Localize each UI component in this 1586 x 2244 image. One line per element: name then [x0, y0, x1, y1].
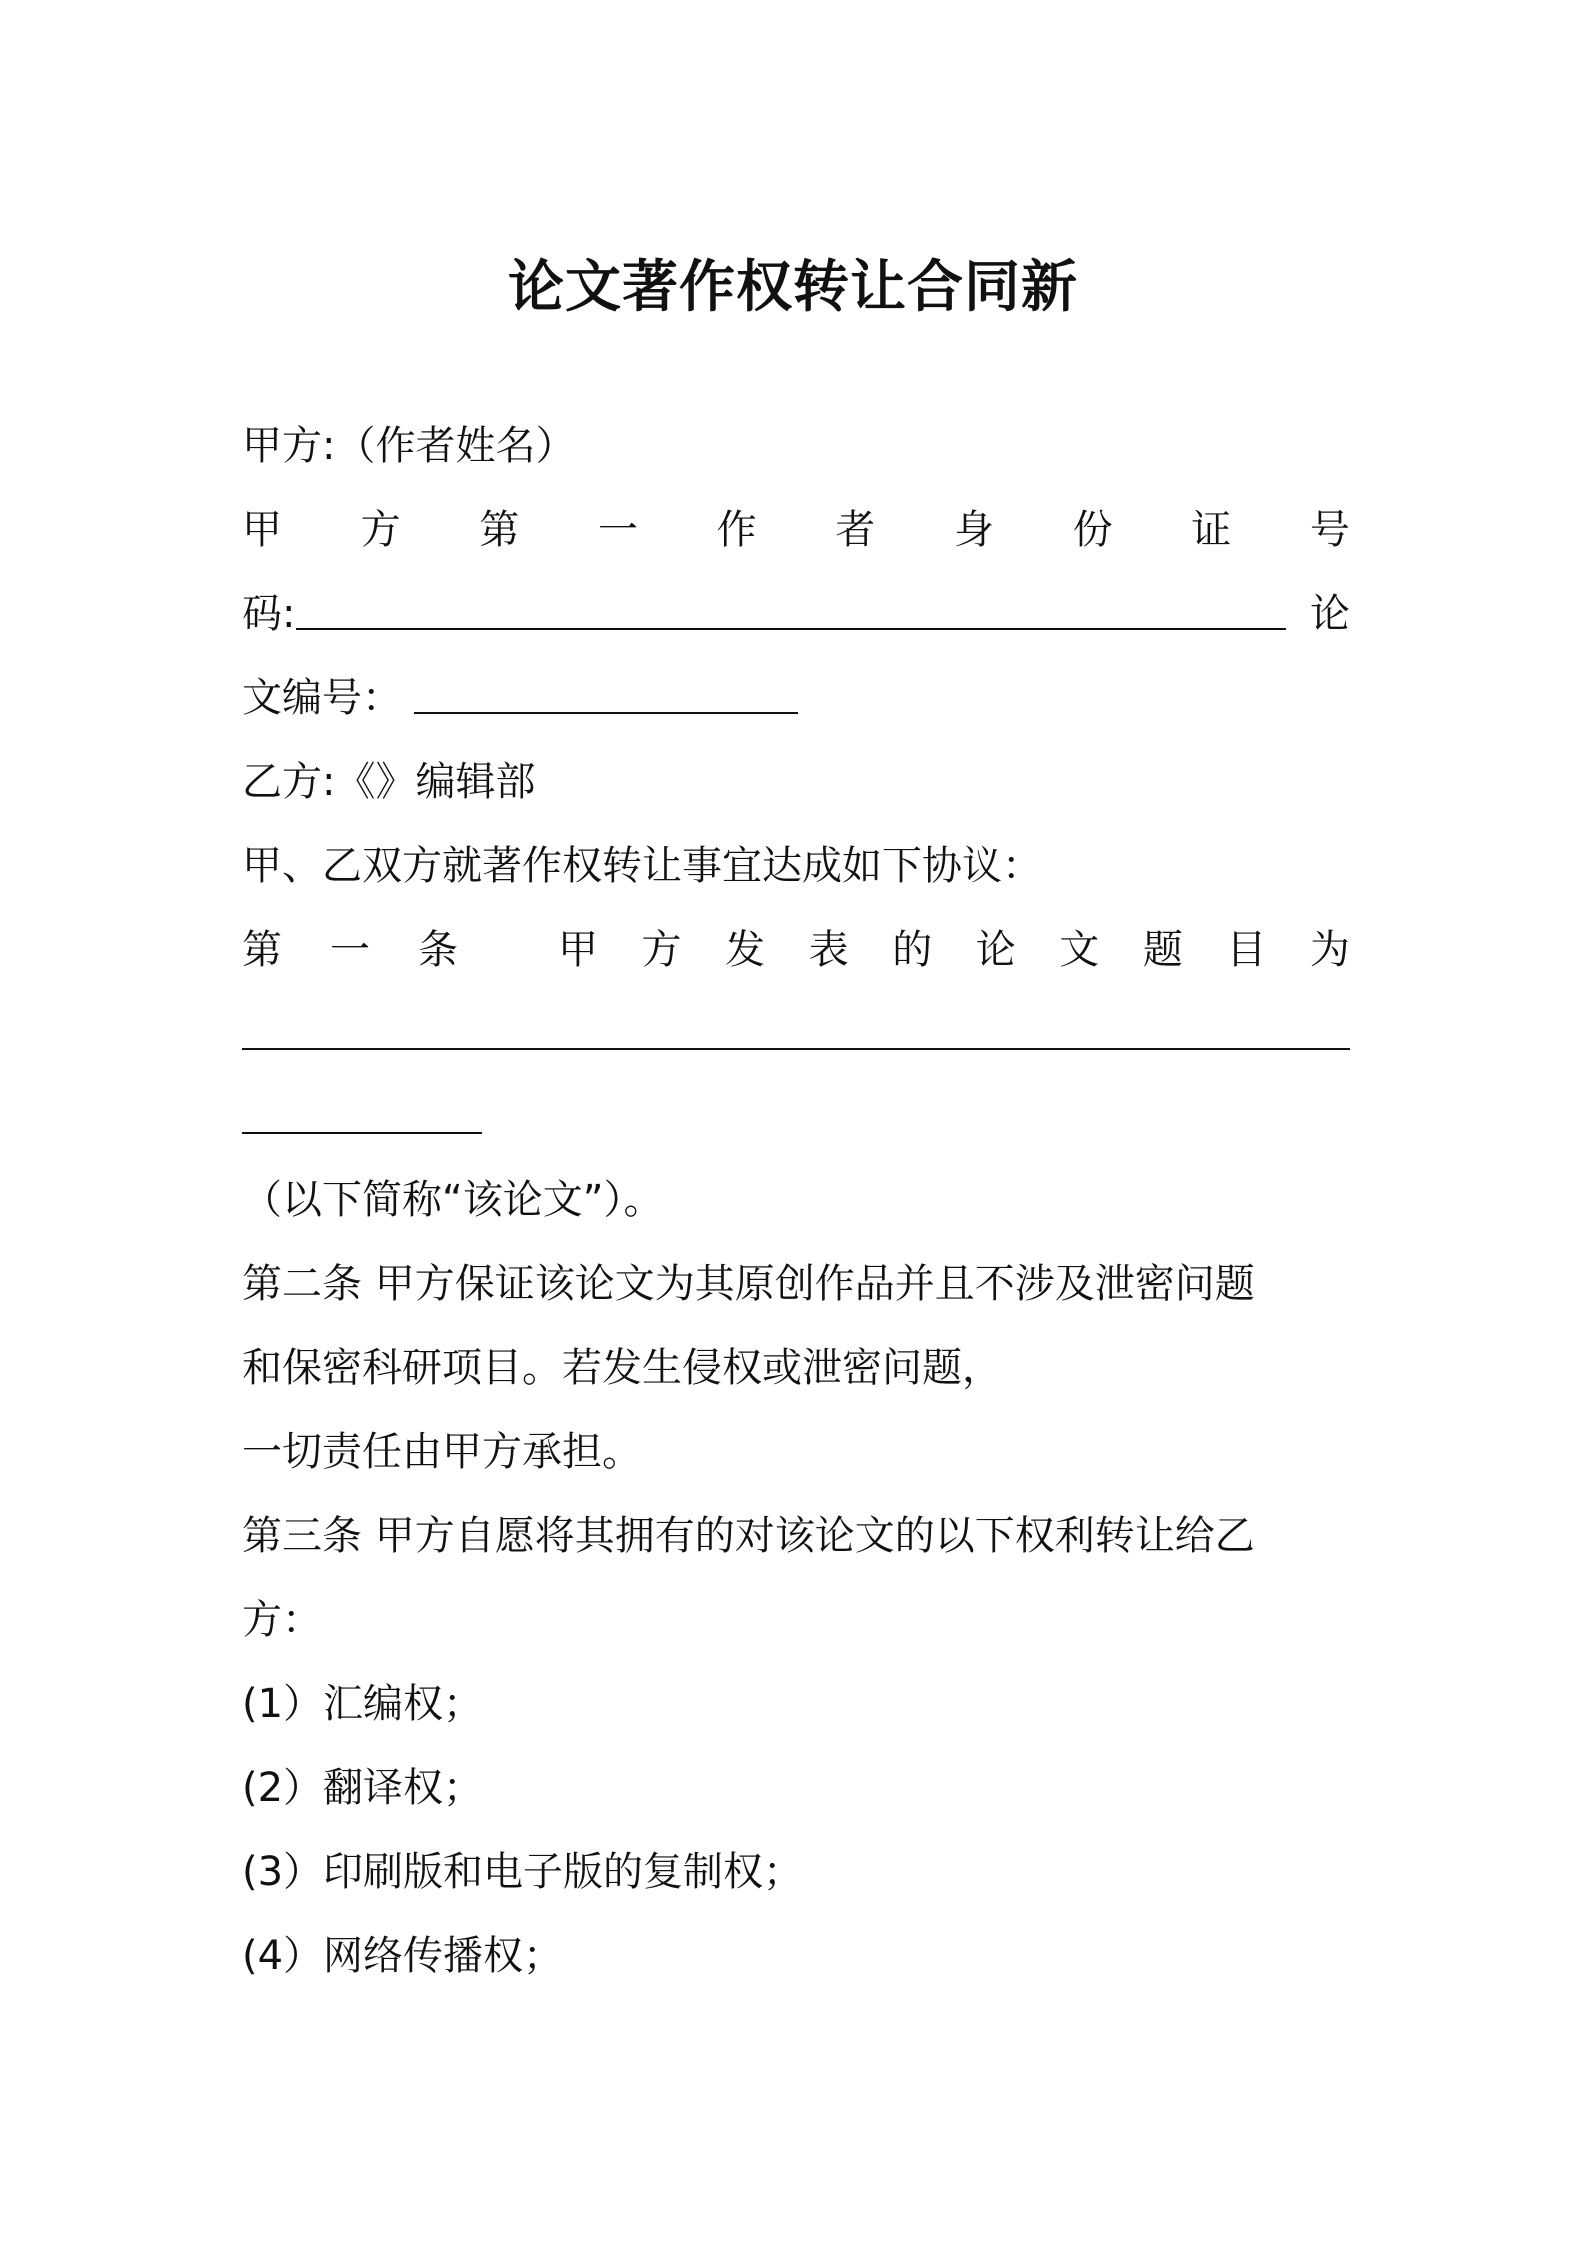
id-code-line	[242, 584, 1350, 644]
article1-body-char: 表	[808, 927, 849, 973]
article1-body-char: 为	[1309, 927, 1350, 973]
article1-body-char: 目	[1226, 927, 1267, 973]
paper-number-blank[interactable]	[414, 712, 798, 714]
paper-number-line	[242, 668, 1350, 728]
article2-line-3: 一切责任由甲方承担。	[242, 1429, 642, 1475]
party-a-line: 甲方:（作者姓名）	[242, 423, 576, 469]
paper-number-label: 文编号：	[242, 675, 402, 721]
right-item: (2）翻译权；	[242, 1765, 484, 1811]
article1-body-char: 方	[641, 927, 682, 973]
id-number-blank[interactable]	[296, 628, 1286, 630]
article2-line-2: 和保密科研项目。若发生侵权或泄密问题，	[242, 1345, 1002, 1391]
right-item: (4）网络传播权；	[242, 1933, 564, 1979]
paper-title-blank-1[interactable]	[242, 1048, 1350, 1050]
id-line-char: 者	[835, 507, 876, 553]
article1-body-char: 论	[975, 927, 1016, 973]
article3-line-2: 方：	[242, 1597, 322, 1643]
paper-title-blank-2[interactable]	[242, 1132, 482, 1134]
id-line-tail: 论	[1310, 591, 1350, 637]
article1-head-char: 第	[242, 927, 282, 973]
article1-body-char: 文	[1059, 927, 1100, 973]
document-title: 论文著作权转让合同新	[508, 255, 1078, 320]
article2-line-1: 第二条 甲方保证该论文为其原创作品并且不涉及泄密问题	[242, 1261, 1255, 1307]
right-item: (3）印刷版和电子版的复制权；	[242, 1849, 804, 1895]
id-line-char: 证	[1191, 507, 1232, 553]
id-line-char: 一	[597, 507, 638, 553]
id-line-char: 作	[716, 507, 757, 553]
id-number-line	[242, 500, 1350, 560]
article1-body	[558, 920, 1350, 980]
id-line-char: 方	[360, 507, 401, 553]
id-line-char: 身	[953, 507, 994, 553]
id-line-char: 第	[479, 507, 520, 553]
id-code-label: 码:	[242, 591, 296, 637]
article1-head-char: 条	[418, 927, 458, 973]
article1-head	[242, 920, 458, 980]
article3-line-1: 第三条 甲方自愿将其拥有的对该论文的以下权利转让给乙	[242, 1513, 1255, 1559]
article1-head-char: 一	[330, 927, 370, 973]
agreement-intro: 甲、乙双方就著作权转让事宜达成如下协议：	[242, 843, 1042, 889]
id-line-char: 甲	[242, 507, 282, 553]
right-item: (1）汇编权；	[242, 1681, 484, 1727]
article1-body-char: 的	[892, 927, 933, 973]
article1-body-char: 发	[725, 927, 766, 973]
article1-body-char: 甲	[558, 927, 598, 973]
id-line-char: 号	[1309, 507, 1350, 553]
article1-alias: （以下简称“该论文”）。	[242, 1177, 664, 1223]
party-b-line: 乙方:《》编辑部	[242, 759, 536, 805]
article1-body-char: 题	[1142, 927, 1183, 973]
id-line-char: 份	[1072, 507, 1113, 553]
